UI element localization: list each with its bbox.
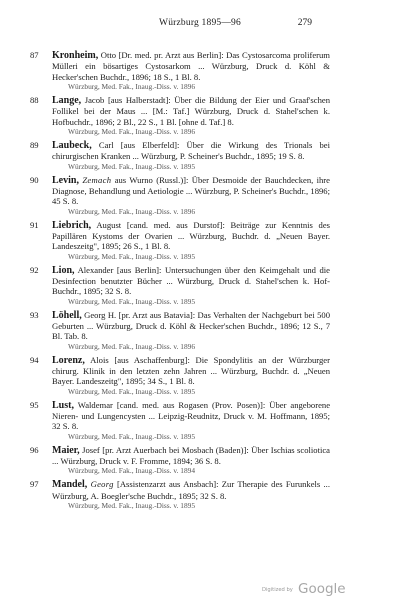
entry-given-name: Zemach — [82, 174, 112, 185]
entry-citation — [52, 95, 330, 127]
entry-number: 96 — [30, 444, 39, 455]
page-header — [0, 18, 400, 34]
entry-number: 90 — [30, 174, 39, 185]
entry-number: 91 — [30, 219, 39, 230]
bibliography-entry — [30, 265, 330, 307]
entry-given-name: Georg — [90, 479, 114, 490]
entry-citation — [52, 310, 330, 342]
entry-author: Kronheim, — [52, 50, 99, 61]
entry-author: Levin, — [52, 174, 79, 186]
entry-author: Lange, — [52, 95, 82, 106]
entry-given-name: Georg H. — [84, 309, 117, 320]
digitized-by-google-watermark — [262, 582, 372, 598]
entry-description: [Dr. med. pr. Arzt aus Berlin]: Das Cystosarcoma proliferum Mülleri ein bösartiges Cystosarkom ... Würzburg, Druck d. Köhl & Hecker'schen Buchdr., 1896; 18 S., 1 Bl. 8. — [52, 50, 330, 82]
entry-citation — [52, 265, 330, 297]
entry-author: Maier, — [52, 444, 80, 456]
entry-citation — [52, 479, 330, 501]
entry-description: [aus Aschaffenburg]: Die Spondylitis an der Würzburger chirurg. Klinik in den letzten zehn Jahren ... Würzburg, Buchdr. d. „Neuen Bayer. Landeszeitg", 1895; 34 S., 1 Bl. 8. — [52, 354, 330, 387]
entry-author: Löhell, — [52, 309, 82, 321]
entry-author: Liebrich, — [52, 219, 92, 231]
bibliography-entry — [30, 310, 330, 352]
entry-number: 93 — [30, 309, 39, 320]
entry-number: 89 — [30, 140, 39, 150]
entry-given-name: Waldemar — [77, 399, 113, 410]
entry-dissertation-note: Würzburg, Med. Fak., Inaug.-Diss. v. 1896 — [68, 127, 196, 137]
entry-description: [pr. Arzt aus Batavia]: Das Verhalten der Nachgeburt bei 500 Geburten ... Würzburg, Druck d. Köhl & Hecker'schen Buchdr., 1896; 12 S., 7 Bl. Tab. 8. — [52, 309, 331, 342]
entry-given-name: Otto — [100, 50, 117, 60]
entry-number: 94 — [30, 354, 39, 365]
entry-dissertation-note: Würzburg, Med. Fak., Inaug.-Diss. v. 1895 — [68, 431, 196, 441]
entry-number: 97 — [30, 479, 39, 490]
entry-list — [30, 50, 330, 514]
entry-given-name: Alois — [90, 354, 109, 365]
watermark-small-text: Digitized by — [262, 587, 293, 593]
entry-description: [pr. Arzt Auerbach bei Mosbach (Baden)]: Über Ischias scoliotica ... Würzburg, Druck v. F. Fromme, 1894; 36 S. 8. — [52, 444, 330, 466]
entry-description: [cand. med. aus Durstof]: Beiträge zur Kenntnis des Papillären Kystoms der Ovarien ... Würzburg, Buchdr. d. „Neuen Bayer. Landeszeitg", 1895; 26 S., 1 Bl. 8. — [52, 219, 330, 252]
entry-dissertation-note: Würzburg, Med. Fak., Inaug.-Diss. v. 1895 — [68, 501, 196, 510]
entry-given-name: Josef — [82, 444, 100, 455]
bibliography-entry — [30, 445, 330, 476]
running-title: Würzburg 1895—96 — [159, 18, 241, 28]
entry-author: Lion, — [52, 264, 75, 276]
entry-dissertation-note: Würzburg, Med. Fak., Inaug.-Diss. v. 1896 — [68, 206, 196, 216]
entry-description: [cand. med. aus Rogasen (Prov. Posen)]: Über angeborene Nieren- und Lungencysten ... Leipzig-Reudnitz, Druck v. M. Hoffmann, 1895; 32 S. 8. — [52, 399, 331, 432]
entry-description: aus Wurno (Russl.)]: Über Desmoide der Bauchdecken, ihre Diagnose, Behandlung und Aetiologie ... Würzburg, P. Scheiner's Buchdr., 1896; 45 S. 8. — [52, 174, 330, 207]
bibliography-entry — [30, 220, 330, 262]
entry-author: Lust, — [52, 399, 74, 411]
bibliography-entry — [30, 140, 330, 171]
entry-description: [aus Berlin]: Untersuchungen über den Keimgehalt und die Desinfection benutzter Bücher ... Würzburg, Druck d. Stahel'schen k. Hof-Buchdr., 1895; 32 S. 8. — [52, 264, 330, 297]
bibliography-entry — [30, 95, 330, 137]
entry-citation — [52, 400, 330, 432]
entry-description: [aus Elberfeld]: Über die Wirkung des Trionals bei chirurgischen Kranken ... Würzburg, P. Scheiner's Buchdr., 1895; 19 S. 8. — [52, 140, 330, 162]
entry-number: 95 — [30, 399, 39, 410]
entry-given-name: Jacob — [84, 95, 105, 105]
entry-number: 87 — [30, 50, 39, 60]
bibliography-entry — [30, 479, 330, 510]
bibliography-entry — [30, 50, 330, 92]
entry-author: Lorenz, — [52, 354, 85, 366]
entry-description: [aus Halberstadt]: Über die Bildung der Eier und Graaf'schen Follikel bei der Maus ... [M.: Taf.] Würzburg, Druck d. Stahel'schen k. Hofbuchdr., 1896; 2 Bl., 22 S., 1 Bl. [ohne d. Taf.] 8. — [52, 95, 331, 127]
entry-citation — [52, 445, 330, 467]
entry-dissertation-note: Würzburg, Med. Fak., Inaug.-Diss. v. 1896 — [68, 341, 196, 351]
entry-dissertation-note: Würzburg, Med. Fak., Inaug.-Diss. v. 1894 — [68, 466, 196, 476]
entry-citation — [52, 50, 330, 82]
bibliography-entry — [30, 175, 330, 217]
entry-dissertation-note: Würzburg, Med. Fak., Inaug.-Diss. v. 1895 — [68, 386, 196, 396]
entry-author: Mandel, — [52, 479, 88, 491]
entry-citation — [52, 175, 330, 207]
entry-number: 88 — [30, 95, 39, 105]
bibliography-entry — [30, 355, 330, 397]
entry-given-name: August — [96, 219, 122, 230]
entry-dissertation-note: Würzburg, Med. Fak., Inaug.-Diss. v. 1895 — [68, 296, 196, 306]
entry-author: Laubeck, — [52, 140, 92, 151]
entry-dissertation-note: Würzburg, Med. Fak., Inaug.-Diss. v. 1895 — [68, 161, 196, 171]
google-logo: Google — [298, 581, 346, 597]
entry-description: [Assistenzarzt aus Ansbach]: Zur Therapie des Furunkels ... Würzburg, A. Boegler'sche Buchdr., 1895; 32 S. 8. — [52, 479, 330, 501]
entry-citation — [52, 220, 330, 252]
entry-dissertation-note: Würzburg, Med. Fak., Inaug.-Diss. v. 1896 — [68, 82, 196, 92]
entry-number: 92 — [30, 264, 39, 275]
page-number: 279 — [297, 18, 312, 28]
entry-given-name: Alexander — [77, 264, 114, 275]
entry-citation — [52, 140, 330, 162]
entry-citation — [52, 355, 330, 387]
bibliography-entry — [30, 400, 330, 442]
entry-given-name: Carl — [98, 140, 114, 150]
entry-dissertation-note: Würzburg, Med. Fak., Inaug.-Diss. v. 1895 — [68, 251, 196, 261]
